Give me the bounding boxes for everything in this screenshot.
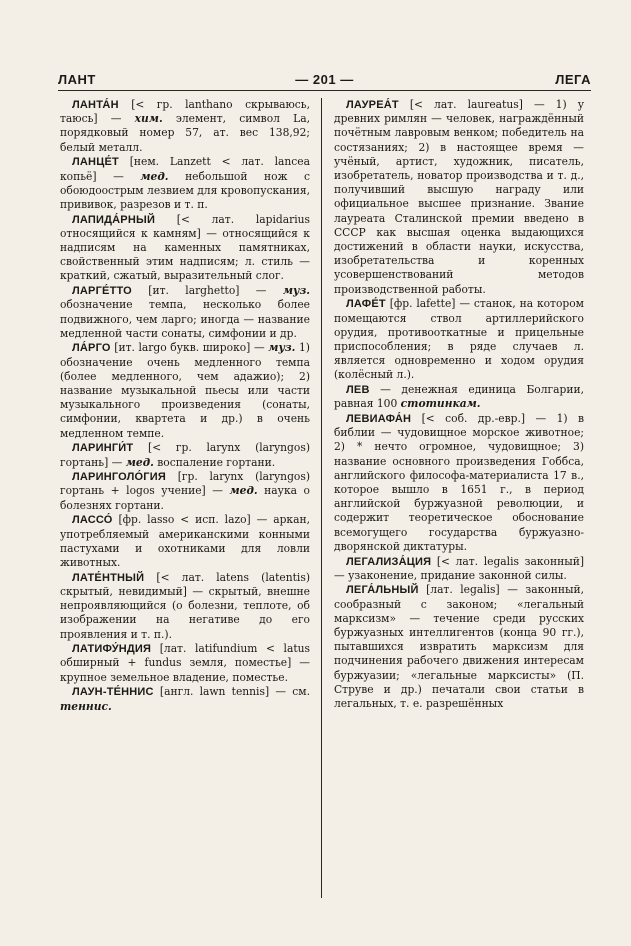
headword: ЛЕВИАФА́Н [346, 412, 412, 425]
entry-text: воспаление гортани. [153, 455, 276, 469]
headword: ЛАТЕ́НТНЫЙ [72, 571, 145, 584]
entry-text: [< лат. lapidarius относящийся к камням] — относящийся к надписям на каменных памятниках, свойственный этим надписям; л. стиль — краткий, сжатый, выразительный слог. [60, 212, 310, 283]
right-column [334, 98, 584, 898]
running-header [58, 72, 591, 90]
headword: ЛАРГЕ́ТТО [72, 285, 132, 298]
dictionary-entry [60, 513, 310, 570]
entry-text: [англ. lawn tennis] — см. [153, 685, 310, 699]
entry-text: [ит. largo букв. широко] — [110, 341, 269, 355]
dictionary-entry [60, 685, 310, 713]
entry-label: мед. [140, 169, 169, 183]
headword: ЛАФЕ́Т [346, 298, 386, 311]
headword: ЛАРИНГОЛО́ГИЯ [72, 471, 166, 484]
dictionary-entry [334, 98, 584, 297]
entry-text: [< гр. lanthano скрываюсь, таюсь] — [60, 98, 310, 126]
entry-text: [< лат. latens (latentis) скрытый, невидимый] — скрытый, внешне непроявляющийся (о болезни, теплоте, об изображении на негативе до его проявления и т. п.). [60, 570, 310, 641]
headword: ЛАУН-ТЕ́ННИС [72, 686, 154, 699]
header-right-guideword: ЛЕГА [555, 72, 591, 87]
entry-text: [лат. latifundium < latus обширный + fundus земля, поместье] — крупное земельное владение, поместье. [60, 642, 310, 684]
dictionary-entry [334, 583, 584, 711]
headword: ЛЕВ [346, 384, 370, 397]
entry-label: хим. [134, 112, 163, 126]
entry-label: муз. [268, 341, 296, 355]
dictionary-entry [60, 284, 310, 341]
entry-text: [< гр. larynx (laryngos) гортань] — [60, 441, 310, 469]
dictionary-entry [60, 571, 310, 642]
dictionary-entry [334, 383, 584, 411]
headword: ЛАТИФУ́НДИЯ [72, 643, 152, 656]
dictionary-entry [60, 470, 310, 513]
entry-text: [ит. larghetto] — [131, 284, 283, 298]
entry-text: [фр. lafette] — станок, на котором помещаются ствол артиллерийского орудия, противооткатные и прицельные приспособления; в ряде случаев л. является одновременно и ходом орудия (колёсный л.). [334, 297, 584, 382]
entry-label: мед. [229, 484, 258, 498]
entry-label: муз. [282, 284, 310, 298]
dictionary-entry [334, 297, 584, 382]
column-divider [321, 98, 322, 898]
dictionary-entry [60, 441, 310, 469]
header-left-guideword: ЛАНТ [58, 72, 96, 87]
dictionary-entry [334, 412, 584, 554]
entry-label: стотинкам. [400, 397, 481, 411]
entry-text: наука о болезнях гортани. [60, 484, 310, 512]
dictionary-entry [334, 555, 584, 583]
entry-text: небольшой нож с обоюдоострым лезвием для кровопускания, прививок, разрезов и т. п. [60, 169, 310, 211]
dictionary-entry [60, 98, 310, 155]
left-column [60, 98, 310, 898]
entry-text: [лат. legalis] — законный, сообразный с законом; «легальный марксизм» — течение среди русских буржуазных интеллигентов (конца 90 гг.), пытавшихся извратить марксизм для подчинения рабочего движения интересам буржуазии; «легальные марксисты» (П. Струве и др.) печатали свои статьи в легальных, т. е. разрешённых [334, 583, 584, 711]
entry-text: — денежная единица Болгарии, равная 100 [334, 383, 584, 411]
entry-text: [< лат. legalis законный] — узаконение, придание законной силы. [334, 554, 584, 582]
entry-text: обозначение темпа, несколько более подвижного, чем ларго; иногда — название медленной части сонаты, симфонии и др. [60, 298, 310, 340]
headword: ЛЕГА́ЛЬНЫЙ [346, 584, 419, 597]
page-number: — 201 — [295, 72, 354, 87]
dictionary-entry [60, 213, 310, 284]
headword: ЛАНТА́Н [72, 99, 119, 111]
headword: ЛАПИДА́РНЫЙ [72, 213, 156, 226]
entry-text: [< лат. laureatus] — 1) у древних римлян — человек, награждённый почётным лавровым венком; победитель на состязаниях; 2) в настоящее время — учёный, артист, художник, писатель, изобретатель, новатор производства и т. д., получивший высшую награду или официальное высшее признание. Звание лауреата Сталинской премии введено в СССР как высшая оценка выдающихся достижений в области науки, искусства, изобретательства и коренных усовершенствований методов производственной работы. [334, 98, 584, 296]
dictionary-entry [60, 341, 310, 440]
headword: ЛЕГАЛИЗА́ЦИЯ [346, 555, 432, 568]
dictionary-entry [60, 155, 310, 212]
headword: ЛАУРЕА́Т [346, 99, 399, 111]
entry-label: мед. [125, 455, 154, 469]
entry-label: теннис. [60, 699, 112, 713]
entry-text: элемент, символ La, порядковый номер 57, ат. вес 138,92; белый металл. [60, 112, 310, 154]
entry-text: [нем. Lanzett < лат. lancea копьё] — [60, 155, 310, 183]
headword: ЛАРИНГИ́Т [72, 442, 134, 455]
entry-text: 1) обозначение очень медленного темпа (более медленного, чем адажио); 2) название музыкальной пьесы или части музыкального произведения (сонаты, симфонии, квартета и др.) в очень медленном темпе. [60, 341, 310, 440]
entry-text: [< соб. др.-евр.] — 1) в библии — чудовищное морское животное; 2) * нечто огромное, чудовищное; 3) название основного произведения Гоббса, английского философа-материалиста 17 в., которое вышло в 1651 г., в период английской буржуазной революции, и содержит теоретическое обоснование всемогущего государства буржуазно-дворянской диктатуры. [334, 411, 584, 553]
entry-text: [фр. lasso < исп. lazo] — аркан, употребляемый американскими конными пастухами и охотниками для ловли животных. [60, 513, 310, 569]
entry-text: [гр. larynx (laryngos) гортань + logos учение] — [60, 470, 310, 498]
headword: ЛА́РГО [72, 342, 111, 355]
headword: ЛАССО́ [72, 514, 113, 527]
headword: ЛАНЦЕ́Т [72, 156, 119, 169]
header-rule [58, 90, 591, 91]
dictionary-entry [60, 642, 310, 685]
